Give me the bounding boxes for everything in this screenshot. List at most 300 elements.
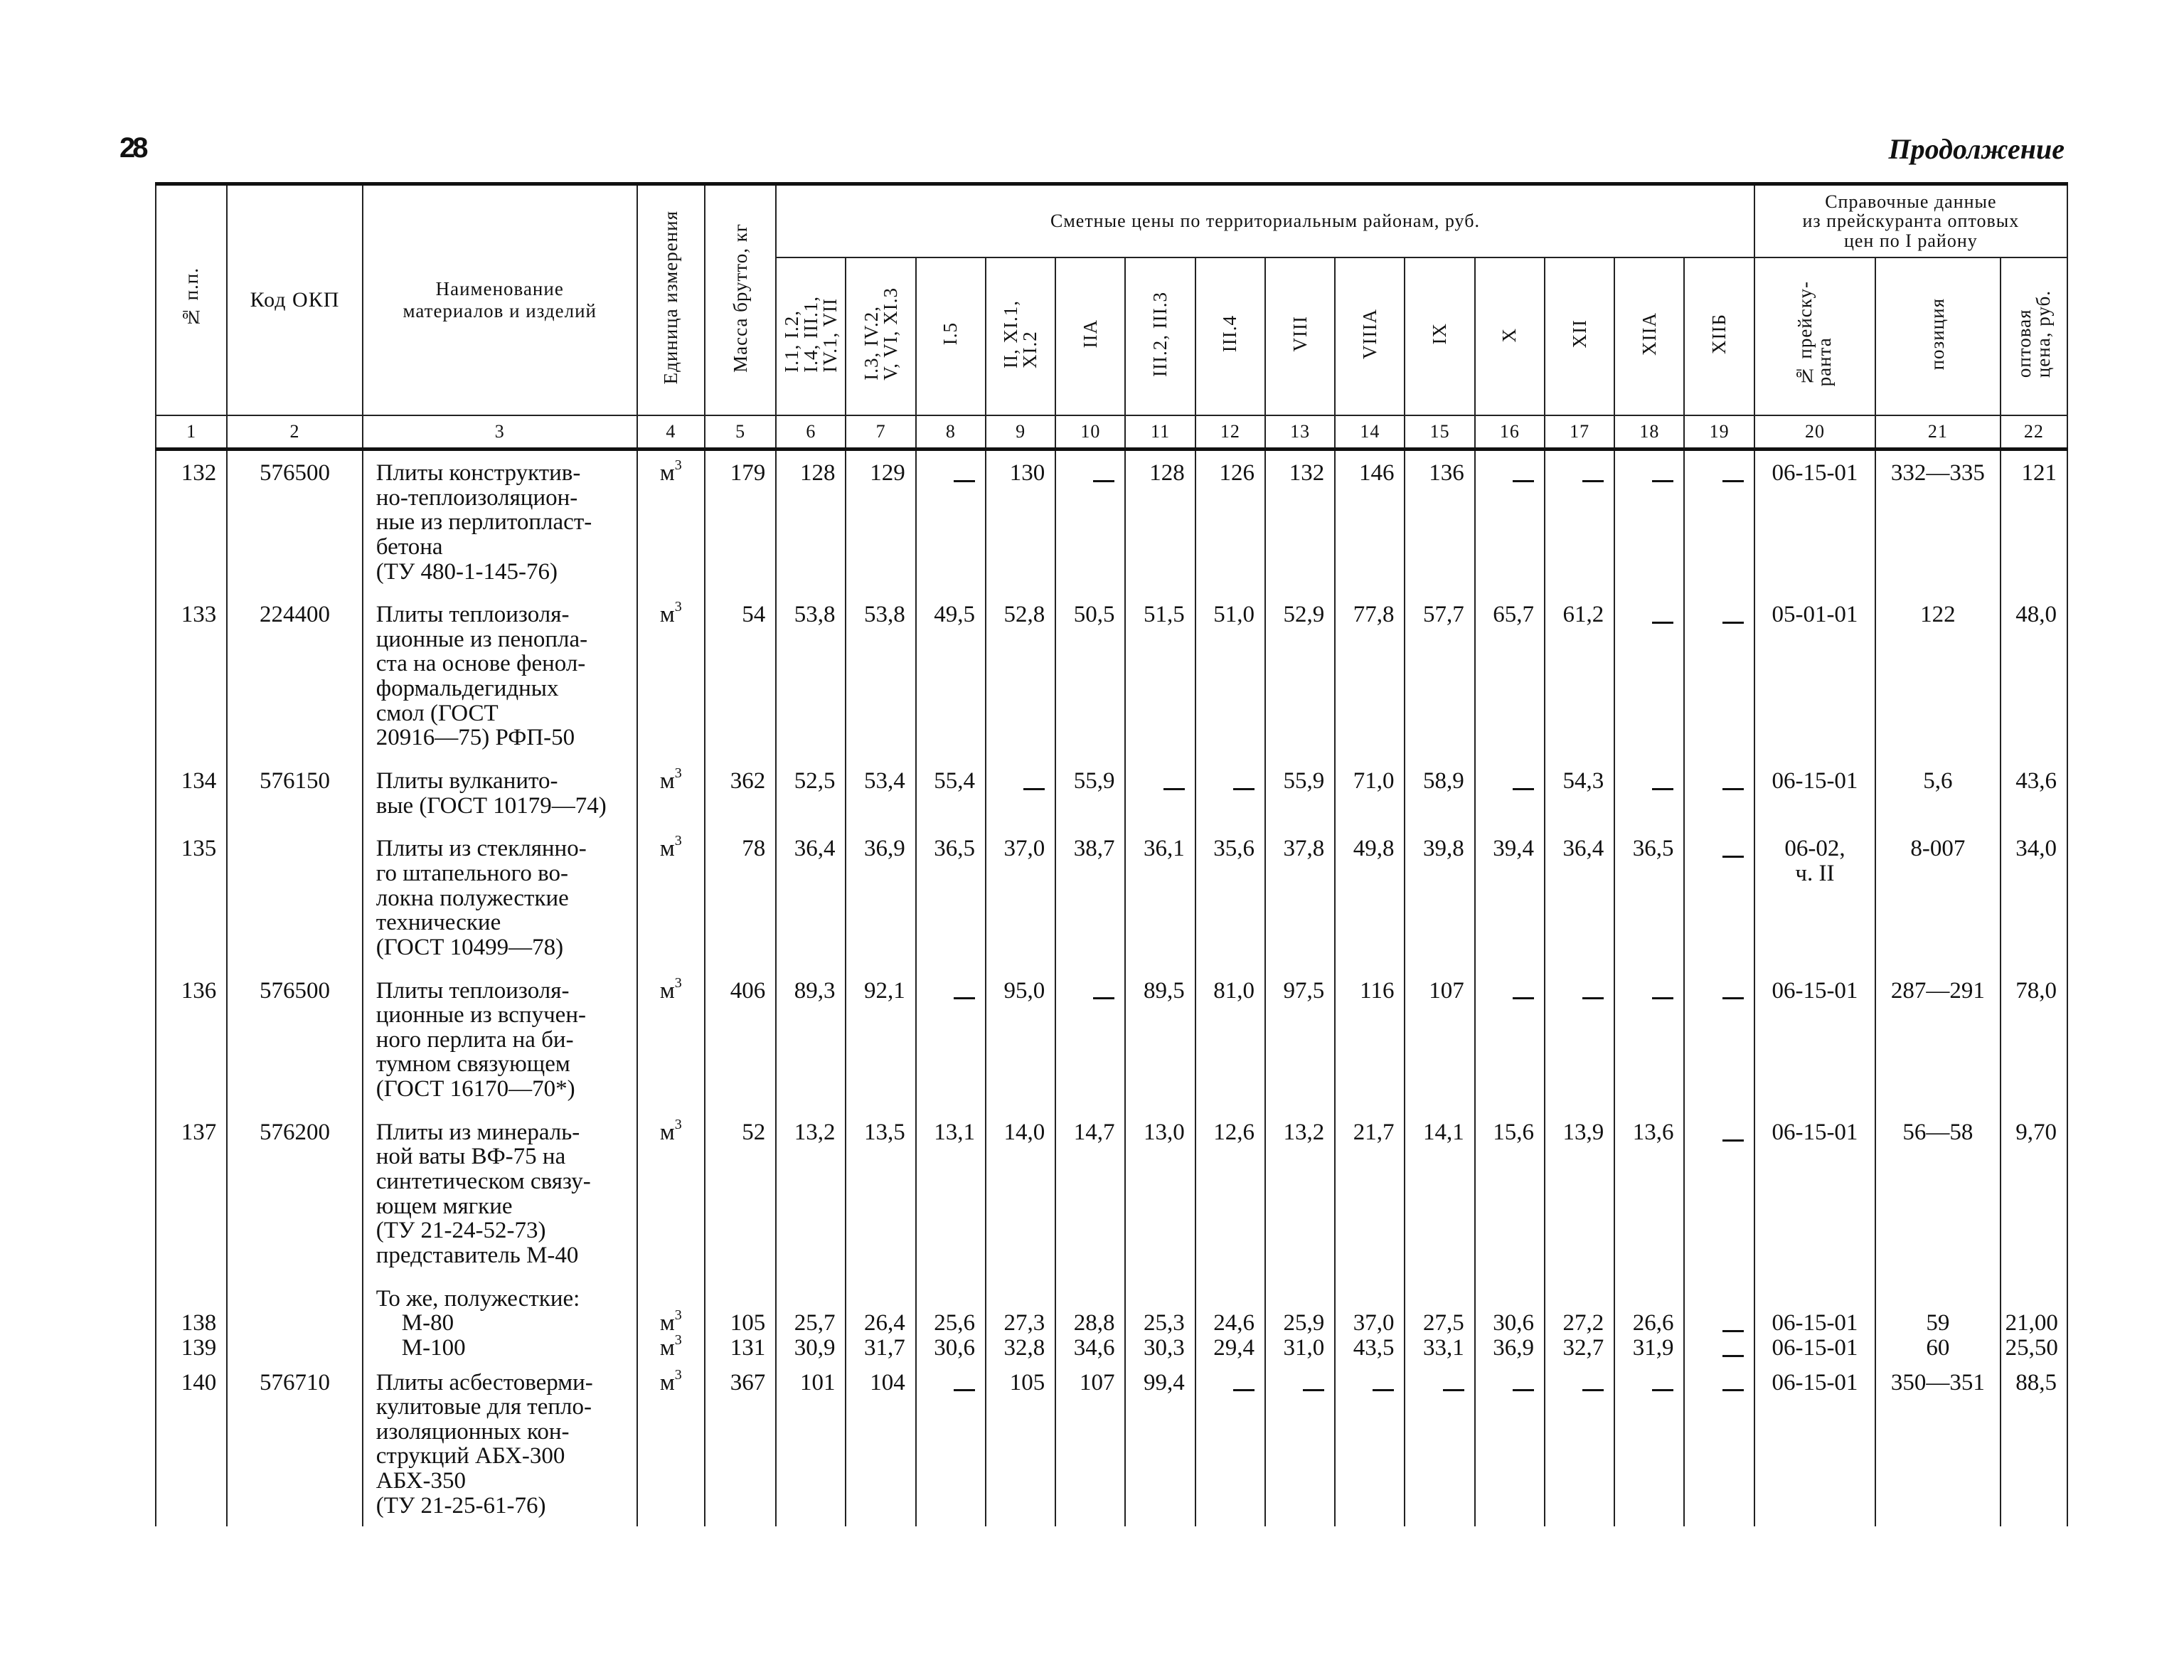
header-region-15: [1405, 257, 1474, 415]
item-name-line: но-теплоизоляцион-: [375, 484, 578, 511]
item-name-line: ющем мягкие: [375, 1193, 513, 1219]
header-region-18: [1614, 257, 1684, 415]
price-region-8: 13,1: [916, 1110, 986, 1277]
header-region-19: [1684, 257, 1754, 415]
price-region-8: [916, 969, 986, 1110]
header-region-label: III.4: [1219, 315, 1241, 353]
unit: [637, 592, 705, 759]
dash-mark: [1652, 480, 1673, 482]
page-number: 28: [119, 132, 146, 164]
wholesale-price: 21,00: [2001, 1311, 2067, 1336]
unit-text: м: [659, 1369, 675, 1395]
column-number: 9: [986, 415, 1055, 450]
price-region-14: 49,8: [1335, 826, 1405, 968]
price-region-11: 128: [1125, 450, 1195, 593]
price-region-16: [1475, 1277, 1545, 1312]
okp-code: [227, 1311, 362, 1336]
dash-mark: [1722, 856, 1744, 858]
mass: 406: [705, 969, 776, 1110]
position: 287—291: [1875, 969, 2000, 1110]
item-name-line: струкций АБХ-300: [375, 1443, 565, 1469]
item-name-line: бетона: [375, 533, 443, 560]
column-number: 4: [637, 415, 705, 450]
header-region-label: IIA: [1079, 319, 1101, 349]
dash-mark: [1722, 788, 1744, 790]
item-name: [363, 826, 637, 968]
price-region-7: 53,8: [846, 592, 915, 759]
price-region-13: 37,8: [1265, 826, 1335, 968]
price-region-12: 12,6: [1195, 1110, 1265, 1277]
dash-mark: [1722, 1139, 1744, 1142]
price-region-18: [1614, 1361, 1684, 1527]
table-row: [156, 450, 2067, 593]
item-name: [363, 1311, 637, 1336]
dash-mark: [1582, 997, 1604, 999]
price-region-15: 107: [1405, 969, 1474, 1110]
table-row: [156, 1277, 2067, 1312]
header-region-7: [846, 257, 915, 415]
item-name-line: тумном связующем: [375, 1051, 570, 1078]
column-number: 22: [2001, 415, 2067, 450]
price-region-7: 53,4: [846, 759, 915, 826]
item-name: [363, 759, 637, 826]
header-unit: Единица измерения: [637, 184, 705, 416]
price-region-11: 36,1: [1125, 826, 1195, 968]
price-region-6: 52,5: [776, 759, 846, 826]
price-region-12: [1195, 759, 1265, 826]
dash-mark: [1722, 1330, 1744, 1332]
price-region-16: [1475, 759, 1545, 826]
price-region-6: 128: [776, 450, 846, 593]
dash-mark: [1513, 788, 1534, 790]
dash-mark: [1513, 997, 1534, 999]
unit-text: м: [659, 1310, 675, 1336]
price-region-8: 55,4: [916, 759, 986, 826]
price-region-11: 30,3: [1125, 1336, 1195, 1361]
header-region-10: [1055, 257, 1125, 415]
item-name-line: Плиты конструктив-: [375, 460, 581, 486]
item-name-line: смол (ГОСТ: [375, 700, 499, 726]
price-region-16: [1475, 450, 1545, 593]
price-region-8: 25,6: [916, 1311, 986, 1336]
price-region-18: [1614, 969, 1684, 1110]
price-table: [155, 182, 2068, 1526]
column-number: 16: [1475, 415, 1545, 450]
pricelist-number: 06-15-01: [1754, 759, 1875, 826]
price-region-10: 38,7: [1055, 826, 1125, 968]
price-region-10: [1055, 450, 1125, 593]
column-number: 10: [1055, 415, 1125, 450]
unit-text: м: [659, 977, 675, 1004]
price-region-18: 36,5: [1614, 826, 1684, 968]
wholesale-price: 78,0: [2001, 969, 2067, 1110]
price-region-14: [1335, 1277, 1405, 1312]
price-region-10: 55,9: [1055, 759, 1125, 826]
price-region-9: 130: [986, 450, 1055, 593]
price-region-10: [1055, 969, 1125, 1110]
price-region-9: 32,8: [986, 1336, 1055, 1361]
table-row: [156, 969, 2067, 1110]
price-region-13: 25,9: [1265, 1311, 1335, 1336]
dash-mark: [954, 997, 975, 999]
item-name: [363, 1277, 637, 1312]
price-region-11: 51,5: [1125, 592, 1195, 759]
item-name-line: ста на основе фенол-: [375, 651, 586, 677]
price-region-14: 43,5: [1335, 1336, 1405, 1361]
price-region-13: 13,2: [1265, 1110, 1335, 1277]
price-region-18: [1614, 450, 1684, 593]
column-number: 8: [916, 415, 986, 450]
item-name-line: ционные из пенопла-: [375, 626, 588, 652]
dash-mark: [1722, 997, 1744, 999]
price-region-19: [1684, 1336, 1754, 1361]
table-row: [156, 759, 2067, 826]
column-number: 15: [1405, 415, 1474, 450]
price-region-17: 27,2: [1545, 1311, 1614, 1336]
price-region-6: 13,2: [776, 1110, 846, 1277]
unit-superscript: 3: [674, 1307, 682, 1324]
item-name-line: синтетическом связу-: [375, 1169, 591, 1195]
price-region-6: 25,7: [776, 1311, 846, 1336]
column-number: 3: [363, 415, 637, 450]
pricelist-number: 06-15-01: [1754, 1110, 1875, 1277]
item-name-line: (ТУ 480-1-145-76): [375, 558, 558, 585]
price-region-11: [1125, 759, 1195, 826]
header-region-13: [1265, 257, 1335, 415]
price-region-6: 53,8: [776, 592, 846, 759]
wholesale-price: 34,0: [2001, 826, 2067, 968]
price-region-6: [776, 1277, 846, 1312]
header-region-16: [1475, 257, 1545, 415]
item-name-line: Плиты асбестоверми-: [375, 1369, 593, 1395]
position: 332—335: [1875, 450, 2000, 593]
header-mass: Масса брутто, кг: [705, 184, 776, 416]
price-region-9: 14,0: [986, 1110, 1055, 1277]
header-ref-label: № прейску- ранта: [1794, 281, 1835, 387]
price-region-16: 15,6: [1475, 1110, 1545, 1277]
price-region-16: [1475, 969, 1545, 1110]
unit-superscript: 3: [674, 833, 682, 849]
row-number: 134: [156, 759, 227, 826]
okp-code: 576200: [227, 1110, 362, 1277]
column-number: 11: [1125, 415, 1195, 450]
price-region-16: 30,6: [1475, 1311, 1545, 1336]
header-region-label: IX: [1429, 323, 1451, 345]
row-number: 133: [156, 592, 227, 759]
dash-mark: [1233, 788, 1255, 790]
price-region-9: 105: [986, 1361, 1055, 1527]
price-region-14: [1335, 1361, 1405, 1527]
mass: 179: [705, 450, 776, 593]
price-region-12: 29,4: [1195, 1336, 1265, 1361]
price-region-7: [846, 1277, 915, 1312]
price-region-8: 49,5: [916, 592, 986, 759]
unit-text: м: [659, 768, 675, 794]
position: 59: [1875, 1311, 2000, 1336]
price-region-16: [1475, 1361, 1545, 1527]
item-name-line: Плиты из минераль-: [375, 1119, 580, 1145]
price-region-8: [916, 1277, 986, 1312]
unit: [637, 826, 705, 968]
item-name-line: кулитовые для тепло-: [375, 1394, 592, 1420]
price-region-19: [1684, 1110, 1754, 1277]
header-code: Код ОКП: [227, 184, 362, 416]
mass: 105: [705, 1311, 776, 1336]
row-number: 135: [156, 826, 227, 968]
price-region-14: 37,0: [1335, 1311, 1405, 1336]
price-region-19: [1684, 1277, 1754, 1312]
price-region-14: 146: [1335, 450, 1405, 593]
pricelist-number: 06-15-01: [1754, 1336, 1875, 1361]
header-region-label: XII: [1568, 319, 1590, 349]
price-region-15: 136: [1405, 450, 1474, 593]
unit-text: м: [659, 1334, 675, 1361]
row-number: 136: [156, 969, 227, 1110]
price-region-10: [1055, 1277, 1125, 1312]
header-region-label: XIIA: [1638, 312, 1660, 356]
pricelist-number: 06-15-01: [1754, 969, 1875, 1110]
price-region-17: 61,2: [1545, 592, 1614, 759]
pricelist-number: 06-02, ч. II: [1754, 826, 1875, 968]
item-name-line: изоляционных кон-: [375, 1418, 570, 1445]
price-region-17: [1545, 1277, 1614, 1312]
price-region-7: 36,9: [846, 826, 915, 968]
price-region-12: 51,0: [1195, 592, 1265, 759]
dash-mark: [1373, 1389, 1394, 1391]
item-name-line: (ГОСТ 16170—70*): [375, 1076, 575, 1102]
unit: [637, 1110, 705, 1277]
price-region-8: 30,6: [916, 1336, 986, 1361]
item-name-line: Плиты теплоизоля-: [375, 977, 570, 1004]
header-region-label: VIII: [1289, 316, 1311, 352]
item-name-line: го штапельного во-: [375, 860, 568, 886]
dash-mark: [1652, 1389, 1673, 1391]
column-number: 2: [227, 415, 362, 450]
price-region-13: 31,0: [1265, 1336, 1335, 1361]
price-region-12: [1195, 1277, 1265, 1312]
item-name-line: (ТУ 21-25-61-76): [375, 1492, 546, 1519]
wholesale-price: 9,70: [2001, 1110, 2067, 1277]
price-region-15: 39,8: [1405, 826, 1474, 968]
price-region-17: 32,7: [1545, 1336, 1614, 1361]
dash-mark: [1093, 997, 1114, 999]
unit-text: м: [659, 1119, 675, 1145]
dash-mark: [1652, 788, 1673, 790]
price-region-7: 129: [846, 450, 915, 593]
item-name-line: локна полужесткие: [375, 885, 569, 911]
price-region-19: [1684, 1361, 1754, 1527]
item-name-line: М-100: [401, 1334, 466, 1361]
unit-superscript: 3: [674, 599, 682, 615]
unit-text: м: [659, 460, 675, 486]
mass: 78: [705, 826, 776, 968]
price-region-10: 50,5: [1055, 592, 1125, 759]
price-region-15: 14,1: [1405, 1110, 1474, 1277]
pricelist-number: [1754, 1277, 1875, 1312]
price-region-6: 36,4: [776, 826, 846, 968]
dash-mark: [1443, 1389, 1464, 1391]
okp-code: 576710: [227, 1361, 362, 1527]
unit: [637, 450, 705, 593]
price-region-11: 89,5: [1125, 969, 1195, 1110]
table-row: [156, 1361, 2067, 1527]
header-region-14: [1335, 257, 1405, 415]
price-region-8: 36,5: [916, 826, 986, 968]
item-name-line: ционные из вспучен-: [375, 1002, 586, 1028]
item-name-line: М-80: [401, 1310, 454, 1336]
price-region-18: 13,6: [1614, 1110, 1684, 1277]
pricelist-number: 05-01-01: [1754, 592, 1875, 759]
dash-mark: [1582, 480, 1604, 482]
dash-mark: [1722, 1355, 1744, 1357]
item-name: [363, 1110, 637, 1277]
unit: [637, 969, 705, 1110]
price-region-19: [1684, 1311, 1754, 1336]
price-region-17: 13,9: [1545, 1110, 1614, 1277]
continuation-label: Продолжение: [1888, 133, 2065, 165]
item-name-line: представитель М-40: [375, 1242, 579, 1268]
dash-mark: [954, 480, 975, 482]
table-body: [156, 450, 2067, 1527]
dash-mark: [1652, 997, 1673, 999]
wholesale-price: 121: [2001, 450, 2067, 593]
header-reference-title: Справочные данные из прейскуранта оптовых цен по I району: [1754, 184, 2067, 258]
price-region-6: 89,3: [776, 969, 846, 1110]
okp-code: [227, 1336, 362, 1361]
price-region-13: 132: [1265, 450, 1335, 593]
unit: [637, 1307, 705, 1336]
item-name-line: 20916—75) РФП-50: [375, 725, 575, 751]
price-region-18: [1614, 759, 1684, 826]
price-region-17: [1545, 1361, 1614, 1527]
price-region-10: 107: [1055, 1361, 1125, 1527]
pricelist-number: 06-15-01: [1754, 450, 1875, 593]
price-region-16: 65,7: [1475, 592, 1545, 759]
price-region-13: 97,5: [1265, 969, 1335, 1110]
header-region-6: [776, 257, 846, 415]
position: 122: [1875, 592, 2000, 759]
position: 8-007: [1875, 826, 2000, 968]
header-ref-22: [2001, 257, 2067, 415]
row-number: 140: [156, 1361, 227, 1527]
unit-superscript: 3: [674, 765, 682, 782]
okp-code: [227, 1277, 362, 1312]
column-number: 19: [1684, 415, 1754, 450]
price-region-12: 24,6: [1195, 1311, 1265, 1336]
row-number: 132: [156, 450, 227, 593]
table-row: [156, 1336, 2067, 1361]
item-name-line: (ТУ 21-24-52-73): [375, 1218, 546, 1244]
price-region-12: [1195, 1361, 1265, 1527]
price-region-7: 104: [846, 1361, 915, 1527]
dash-mark: [954, 1389, 975, 1391]
mass: 367: [705, 1361, 776, 1527]
column-numbers-row: [156, 415, 2067, 450]
price-region-14: 77,8: [1335, 592, 1405, 759]
pricelist-number: 06-15-01: [1754, 1311, 1875, 1336]
item-name: [363, 592, 637, 759]
dash-mark: [1582, 1389, 1604, 1391]
price-region-11: 13,0: [1125, 1110, 1195, 1277]
table-header: [156, 184, 2067, 450]
row-number: 137: [156, 1110, 227, 1277]
unit-text: м: [659, 602, 675, 628]
okp-code: [227, 826, 362, 968]
table-row: [156, 1110, 2067, 1277]
position: [1875, 1277, 2000, 1312]
header-region-12: [1195, 257, 1265, 415]
price-region-10: 28,8: [1055, 1311, 1125, 1336]
item-name: [363, 450, 637, 593]
price-region-17: 54,3: [1545, 759, 1614, 826]
okp-code: 576150: [227, 759, 362, 826]
unit-superscript: 3: [674, 457, 682, 473]
item-name-line: Плиты вулканито-: [375, 768, 558, 794]
price-region-16: 36,9: [1475, 1336, 1545, 1361]
item-name: [363, 1336, 637, 1361]
column-number: 7: [846, 415, 915, 450]
position: 5,6: [1875, 759, 2000, 826]
item-name-line: формальдегидных: [375, 676, 559, 702]
price-region-9: 27,3: [986, 1311, 1055, 1336]
price-region-11: [1125, 1277, 1195, 1312]
price-region-8: [916, 1361, 986, 1527]
item-name-line: То же, полужесткие:: [375, 1285, 580, 1312]
dash-mark: [1233, 1389, 1255, 1391]
unit-superscript: 3: [674, 974, 682, 991]
wholesale-price: 88,5: [2001, 1361, 2067, 1527]
header-ref-21: [1875, 257, 2000, 415]
price-region-14: 116: [1335, 969, 1405, 1110]
position: 60: [1875, 1336, 2000, 1361]
okp-code: 224400: [227, 592, 362, 759]
price-region-13: [1265, 1361, 1335, 1527]
price-region-7: 26,4: [846, 1311, 915, 1336]
item-name-line: Плиты из стеклянно-: [375, 836, 587, 862]
price-region-13: [1265, 1277, 1335, 1312]
price-region-12: 126: [1195, 450, 1265, 593]
header-region-9: [986, 257, 1055, 415]
price-region-11: 99,4: [1125, 1361, 1195, 1527]
header-region-label: I.5: [939, 322, 962, 346]
price-region-12: 81,0: [1195, 969, 1265, 1110]
price-region-12: 35,6: [1195, 826, 1265, 968]
unit: [637, 1361, 705, 1527]
price-region-15: 58,9: [1405, 759, 1474, 826]
header-region-label: III.2, III.3: [1149, 291, 1171, 377]
price-region-15: [1405, 1277, 1474, 1312]
header-region-label: XIIБ: [1708, 314, 1730, 354]
item-name-line: Плиты теплоизоля-: [375, 602, 570, 628]
price-region-8: [916, 450, 986, 593]
column-number: 1: [156, 415, 227, 450]
header-regions-title: Сметные цены по территориальным районам, руб.: [776, 184, 1754, 258]
dash-mark: [1023, 788, 1045, 790]
item-name-line: технические: [375, 910, 501, 936]
header-name: Наименование материалов и изделий: [363, 184, 637, 416]
column-number: 13: [1265, 415, 1335, 450]
unit: [637, 1331, 705, 1361]
unit-text: м: [659, 836, 675, 862]
price-region-14: 71,0: [1335, 759, 1405, 826]
column-number: 14: [1335, 415, 1405, 450]
wholesale-price: 48,0: [2001, 592, 2067, 759]
mass: 52: [705, 1110, 776, 1277]
price-region-13: 55,9: [1265, 759, 1335, 826]
dash-mark: [1722, 480, 1744, 482]
price-region-15: 57,7: [1405, 592, 1474, 759]
header-region-11: [1125, 257, 1195, 415]
